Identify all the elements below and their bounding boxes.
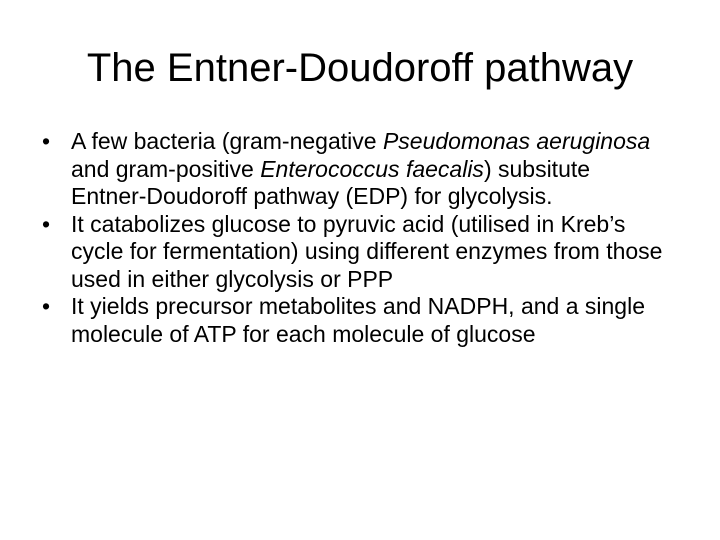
bullet-item (30, 128, 670, 211)
bullet-text-segment: A few bacteria (gram-negative (71, 128, 383, 154)
bullet-item (30, 211, 670, 294)
species-name: Enterococcus faecalis (260, 155, 484, 182)
slide-title: The Entner-Doudoroff pathway (86, 46, 634, 90)
bullet-text-segment: ) subsitute Entner-Doudoroff pathway (EDP) for glycolysis. (71, 155, 591, 209)
bullet-list (30, 128, 670, 348)
bullet-marker: • (42, 128, 51, 154)
species-name: Pseudomonas aeruginosa (382, 128, 651, 154)
bullet-item (30, 293, 670, 348)
bullet-text-segment: It catabolizes glucose to pyruvic acid (utilised in Kreb’s cycle for fermentation) using different enzymes from those used in either glycolysis or PPP (71, 210, 663, 292)
bullet-marker: • (42, 210, 51, 237)
bullet-text-segment: and gram-positive (71, 155, 261, 182)
bullet-text-segment: It yields precursor metabolites and NADPH, and a single molecule of ATP for each molecule of glucose (71, 293, 646, 347)
bullet-marker: • (42, 293, 51, 319)
